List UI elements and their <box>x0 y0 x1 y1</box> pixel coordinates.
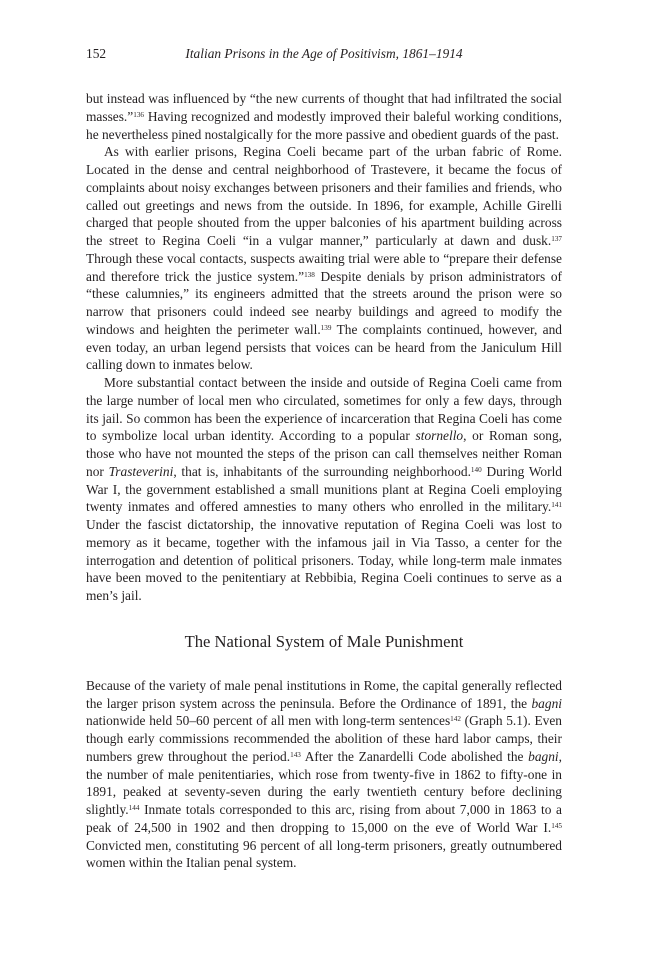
paragraph-regina-coeli-urban <box>86 143 562 374</box>
paragraph-inside-outside-contact <box>86 374 562 605</box>
page-number: 152 <box>86 46 107 61</box>
text-run: Inmate totals corresponded to this arc, rising from about 7,000 in 1863 to a peak of 24,500 in 1902 and then dropping to 15,000 on the eve of World War I. <box>86 802 562 835</box>
footnote-ref-142[interactable]: 142 <box>450 715 461 724</box>
text-run: Having recognized and modestly improved their baleful working conditions, he nevertheless pined nostalgically for the more passive and obedient guards of the past. <box>86 108 562 142</box>
text-run: Despite denials by prison administrators of “these calumnies,” its engineers admitted that the streets around the prison were so narrow that prisoners could indeed see nearby buildings and agreed to modify the windows and heighten the perimeter wall. <box>86 268 562 337</box>
footnote-ref-136[interactable]: 136 <box>133 110 145 119</box>
footnote-ref-143[interactable]: 143 <box>290 750 301 759</box>
text-run: , that is, inhabitants of the surrounding neighborhood. <box>173 463 471 479</box>
text-run: During World War I, the government established a small munitions plant at Regina Coeli employing twenty inmates and offered amnesties to many others who enrolled in the military. <box>86 463 563 515</box>
body-text <box>86 90 562 872</box>
paragraph-national-system <box>86 677 562 872</box>
footnote-ref-141[interactable]: 141 <box>551 501 562 510</box>
section-heading: The National System of Male Punishment <box>184 631 464 651</box>
text-run: Under the fascist dictatorship, the innovative reputation of Regina Coeli was lost to memory as it became, together with the infamous jail in Via Tasso, a center for the interrogation and detention of political prisoners. Today, while long-term male inmates have been moved to the penitentiary at Rebbibia, Regina Coeli continues to serve as a men’s jail. <box>86 517 562 603</box>
footnote-ref-144[interactable]: 144 <box>128 804 140 813</box>
text-run: The complaints continued, however, and even today, an urban legend persists that voices can be heard from the Janiculum Hill calling down to inmates below. <box>86 321 562 373</box>
text-run: (Graph 5.1). Even though early commissions recommended the abolition of these hard labor camps, their numbers grew throughout the period. <box>86 713 562 764</box>
running-title: Italian Prisons in the Age of Positivism, 1861–1914 <box>185 46 463 61</box>
italic-term: bagni <box>528 748 559 764</box>
text-run: As with earlier prisons, Regina Coeli became part of the urban fabric of Rome. Located in the dense and central neighborhood of Trastevere, it became the focus of complaints about noisy exchanges between prisoners and their families and friends, who called out greetings and news from the outside. In 1896, for example, Achille Girelli charged that people shouted from the upper balconies of his apartment building across the street to Regina Coeli “in a vulgar manner,” particularly at dawn and dusk. <box>86 144 562 248</box>
footnote-ref-137[interactable]: 137 <box>551 235 562 244</box>
footnote-ref-145[interactable]: 145 <box>551 821 562 830</box>
text-run: Because of the variety of male penal institutions in Rome, the capital generally reflected the larger prison system across the peninsula. Before the Ordinance of 1891, the <box>86 677 562 711</box>
footnote-ref-140[interactable]: 140 <box>470 465 482 474</box>
text-run: More substantial contact between the inside and outside of Regina Coeli came from the large number of local men who circulated, sometimes for only a few days, through its jail. So common has been the experience of incarceration that Regina Coeli has come to symbolize local urban identity. According to a popular <box>86 375 562 444</box>
italic-term: bagni <box>531 695 562 711</box>
text-run: but instead was influenced by “the new currents of thought that had infiltrated the social masses.” <box>86 91 562 124</box>
text-run: After the Zanardelli Code abolished the <box>300 748 529 764</box>
footnote-ref-139[interactable]: 139 <box>320 323 332 332</box>
text-run: Convicted men, constituting 96 percent of all long-term prisoners, greatly outnumbered women within the Italian penal system. <box>86 837 562 871</box>
text-run: nationwide held 50–60 percent of all men with long-term sentences <box>86 713 451 729</box>
footnote-ref-138[interactable]: 138 <box>304 270 315 279</box>
text-run: , the number of male penitentiaries, which rose from twenty-five in 1862 to fifty-one in 1891, peaked at seventy-seven during the early twentieth century before declining slightly. <box>86 748 562 817</box>
paragraph-continuation <box>86 90 562 143</box>
text-run: , or Roman song, those who have not mounted the steps of the prison can call themselves neither Roman nor <box>86 428 563 479</box>
italic-term: stornello <box>415 428 464 444</box>
text-run: Through these vocal contacts, suspects awaiting trial were able to “prepare their defense and therefore trick the justice system.” <box>86 250 562 284</box>
italic-term: Trasteverini <box>108 463 174 479</box>
